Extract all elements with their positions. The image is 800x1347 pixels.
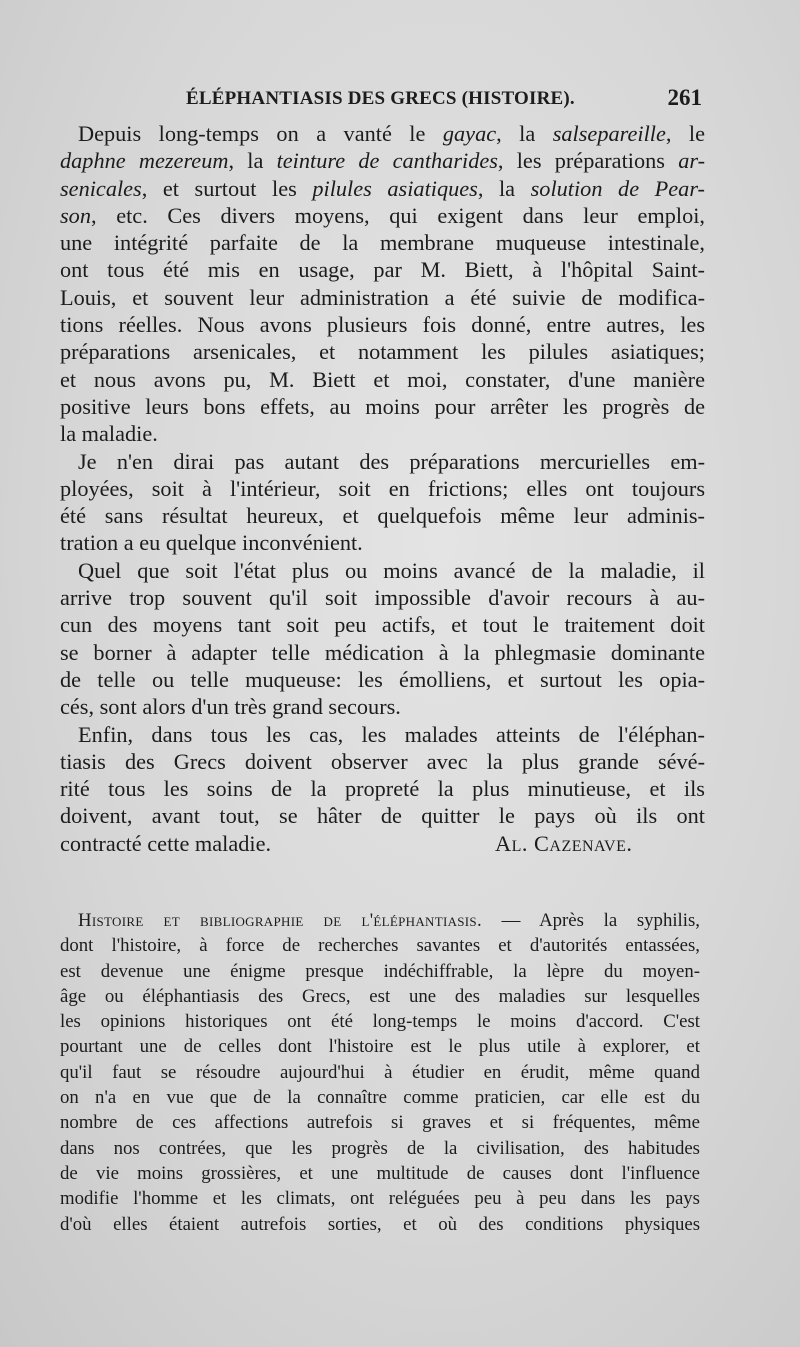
- section-lead: — Après la syphilis,: [481, 910, 701, 931]
- text-line: se borner à adapter telle médication à la phlegmasie dominante: [60, 639, 705, 665]
- text-line: ont tous été mis en usage, par M. Biett, à l'hôpital Saint-: [60, 257, 705, 283]
- text-line: les opinions historiques ont été long-temps le moins d'accord. C'est: [60, 1011, 700, 1033]
- text-line: daphne mezereum, la teinture de cantharides, les préparations ar-: [60, 148, 705, 174]
- text-line: pourtant une de celles dont l'histoire est le plus utile à explorer, et: [60, 1036, 700, 1058]
- history-section: [60, 908, 700, 1237]
- text-line: senicales, et surtout les pilules asiatiques, la solution de Pear-: [60, 175, 705, 201]
- text-line: âge ou éléphantiasis des Grecs, est une des maladies sur lesquelles: [60, 985, 700, 1007]
- text-line: ployées, soit à l'intérieur, soit en frictions; elles ont toujours: [60, 475, 705, 501]
- text-line: [60, 830, 705, 857]
- text-line: son, etc. Ces divers moyens, qui exigent dans leur emploi,: [60, 202, 705, 228]
- page-number: 261: [667, 85, 702, 110]
- text-line: une intégrité parfaite de la membrane muqueuse intestinale,: [60, 230, 705, 256]
- page-header: [0, 85, 800, 118]
- text-line: été sans résultat heureux, et quelquefois même leur adminis-: [60, 503, 705, 529]
- text-line: Je n'en dirai pas autant des préparations mercurielles em-: [78, 448, 705, 474]
- text-line-end: contracté cette maladie.: [60, 830, 272, 856]
- treatment-text: [60, 120, 705, 857]
- section-heading: Histoire et bibliographie de l'éléphantiasis.: [78, 910, 482, 931]
- text-line: Depuis long-temps on a vanté le gayac, la salsepareille, le: [78, 121, 705, 146]
- text-line: nombre de ces affections autrefois si graves et si fréquentes, même: [60, 1112, 700, 1134]
- text-line: et nous avons pu, M. Biett et moi, constater, d'une manière: [60, 366, 705, 392]
- text-line: de telle ou telle muqueuse: les émolliens, et surtout les opia-: [60, 666, 705, 692]
- text-line: positive leurs bons effets, au moins pour arrêter les progrès de: [60, 393, 705, 419]
- text-line: la maladie.: [60, 421, 158, 447]
- text-line: tiasis des Grecs doivent observer avec la plus grande sévé-: [60, 748, 705, 774]
- text-line: rité tous les soins de la propreté la plus minutieuse, et ils: [60, 776, 705, 802]
- text-line: tration a eu quelque inconvénient.: [60, 530, 363, 556]
- text-line: Enfin, dans tous les cas, les malades atteints de l'éléphan-: [78, 721, 705, 747]
- text-line: Louis, et souvent leur administration a été suivie de modifica-: [60, 284, 705, 310]
- text-line: [60, 908, 700, 933]
- text-line: qu'il faut se résoudre aujourd'hui à étudier en érudit, même quand: [60, 1061, 700, 1083]
- text-line: Quel que soit l'état plus ou moins avancé de la maladie, il: [78, 557, 705, 583]
- text-line: est devenue une énigme presque indéchiffrable, la lèpre du moyen-: [60, 960, 700, 982]
- text-line: doivent, avant tout, se hâter de quitter le pays où ils ont: [60, 803, 705, 829]
- text-line: dont l'histoire, à force de recherches savantes et d'autorités entassées,: [60, 935, 700, 957]
- text-line: d'où elles étaient autrefois sorties, et où des conditions physiques: [60, 1213, 700, 1235]
- text-line: modifie l'homme et les climats, ont reléguées peu à peu dans les pays: [60, 1188, 700, 1210]
- text-line: arrive trop souvent qu'il soit impossible d'avoir recours à au-: [60, 585, 705, 611]
- text-line: dans nos contrées, que les progrès de la civilisation, des habitudes: [60, 1137, 700, 1159]
- running-title: ÉLÉPHANTIASIS DES GRECS (HISTOIRE).: [186, 88, 575, 109]
- author-signature: Al. Cazenave.: [495, 830, 633, 856]
- text-line: cés, sont alors d'un très grand secours.: [60, 694, 401, 720]
- text-line: cun des moyens tant soit peu actifs, et tout le traitement doit: [60, 612, 705, 638]
- text-line: de vie moins grossières, et une multitude de causes dont l'influence: [60, 1162, 700, 1184]
- text-line: préparations arsenicales, et notamment les pilules asiatiques;: [60, 339, 705, 365]
- text-line: on n'a en vue que de la connaître comme praticien, car elle est du: [60, 1087, 700, 1109]
- text-line: tions réelles. Nous avons plusieurs fois donné, entre autres, les: [60, 312, 705, 338]
